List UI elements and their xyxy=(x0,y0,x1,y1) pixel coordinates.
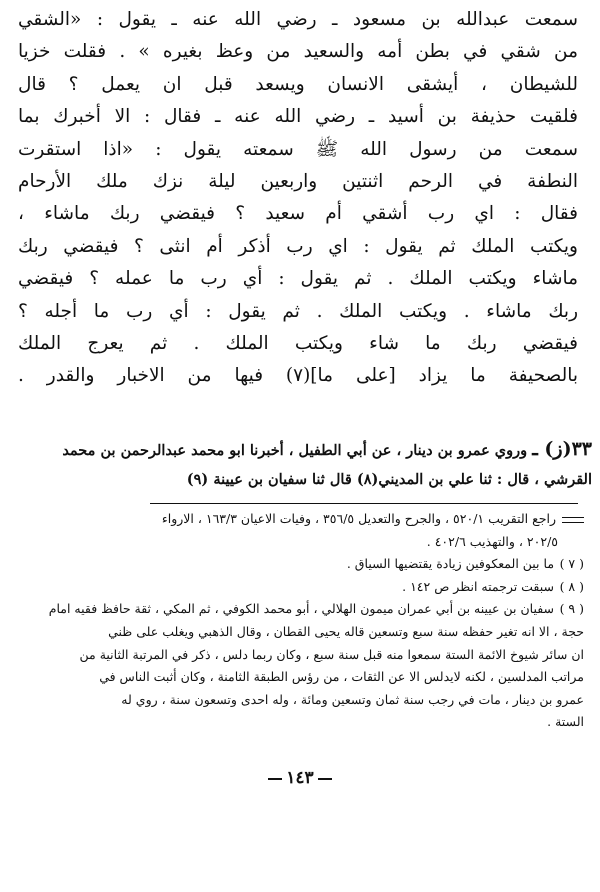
text-line: ماشاء ويكتب الملك . ثم يقول : أي رب ما عمله ؟ فيقضي xyxy=(18,268,578,290)
footnote-9: ( ٩ ) سفيان بن عيينه بن أبي عمران ميمون الهلالي ، أبو محمد الكوفي ، ثم المكي ، ثقة حافظ فقيه امام xyxy=(48,601,584,617)
footnotes xyxy=(20,508,584,734)
text-line: النطفة في الرحم اثنتين واربعين ليلة نزك ملك الأرحام xyxy=(18,170,578,192)
text-line: ويكتب الملك ثم يقول : اي رب أذكر أم انثى ؟ فيقضي ربك xyxy=(18,235,578,257)
footnote-line: حجة ، الا انه تغير حفظه سنة سبع وتسعين قاله يحيى القطان ، وقال الذهبي ويغلب على ظني xyxy=(108,623,584,639)
text-line: للشيطان ، أيشقى الانسان ويسعد قبل ان يعمل ؟ قال xyxy=(18,73,578,95)
footnote-line: ان سائر شيوخ الائمة الستة سمعوا منه قبل سنة سبع ، وكان ربما دلس ، ذكر في المرتبة الثانية من xyxy=(79,646,584,662)
footnote-line: عمرو بن دينار ، مات في رجب سنة ثمان وتسعين ومائة ، وله احدى وتسعون سنة ، روي له xyxy=(121,691,584,707)
footnote-line: الستة . xyxy=(547,714,584,730)
narration-text: وروي عمرو بن دينار ، عن أبي الطفيل ، أخبرنا ابو محمد عبدالرحمن بن محمد القرشي ، قال : ثنا علي بن المديني(٨) قال ثنا سفيان بن عيينة (٩) xyxy=(62,442,592,488)
footnote-8: ( ٨ ) سبقت ترجمته انظر ص ١٤٢ . xyxy=(402,578,584,594)
double-rule-mark xyxy=(562,517,584,523)
text-line: بالصحيفة ما يزاد [على ما](٧) فيها من الاخبار والقدر . xyxy=(18,365,578,387)
text-line: فلقيت حذيفة بن أسيد ـ رضي الله عنه ـ فقال : الا أخبرك بما xyxy=(18,106,578,128)
footnote-separator xyxy=(150,503,578,504)
page-number: ١٤٣ xyxy=(0,768,600,788)
footnote-7: ( ٧ ) ما بين المعكوفين زيادة يقتضيها السياق . xyxy=(346,556,584,572)
text-line: فقال : اي رب أشقي أم سعيد ؟ فيقضي ربك ماشاء ، xyxy=(18,203,578,225)
text-line: سمعت عبدالله بن مسعود ـ رضي الله عنه ـ يقول : «الشقي xyxy=(18,9,578,30)
narration-paragraph xyxy=(14,436,592,494)
text-line: ربك ماشاء . ويكتب الملك . ثم يقول : أي رب ما أجله ؟ xyxy=(18,300,578,322)
footnote-line: ٢٠٢/٥ ، والتهذيب ٤٠٢/٦ . xyxy=(426,533,558,549)
footnote-line: مراتب المدلسين ، لكنه لايدلس الا عن الثقات ، من رؤس الطبقة الثامنة ، وكان أثبت الناس في xyxy=(99,669,584,685)
main-text xyxy=(18,4,578,393)
narration-number: ٣٣(ز) ـ xyxy=(532,438,592,460)
text-line: سمعت من رسول الله ﷺ سمعته يقول : «اذا استقرت xyxy=(18,138,578,160)
footnote-line: راجع التقريب ٥٢٠/١ ، والجرح والتعديل ٣٥٦/٥ ، وفيات الاعيان ١٦٣/٣ ، الارواء xyxy=(20,508,584,531)
text-line: فيقضي ربك ما شاء ويكتب الملك . ثم يعرج الملك xyxy=(18,332,578,354)
text-line: من شقي في بطن أمه والسعيد من وعظ بغيره » . فقلت خزيا xyxy=(18,41,578,63)
